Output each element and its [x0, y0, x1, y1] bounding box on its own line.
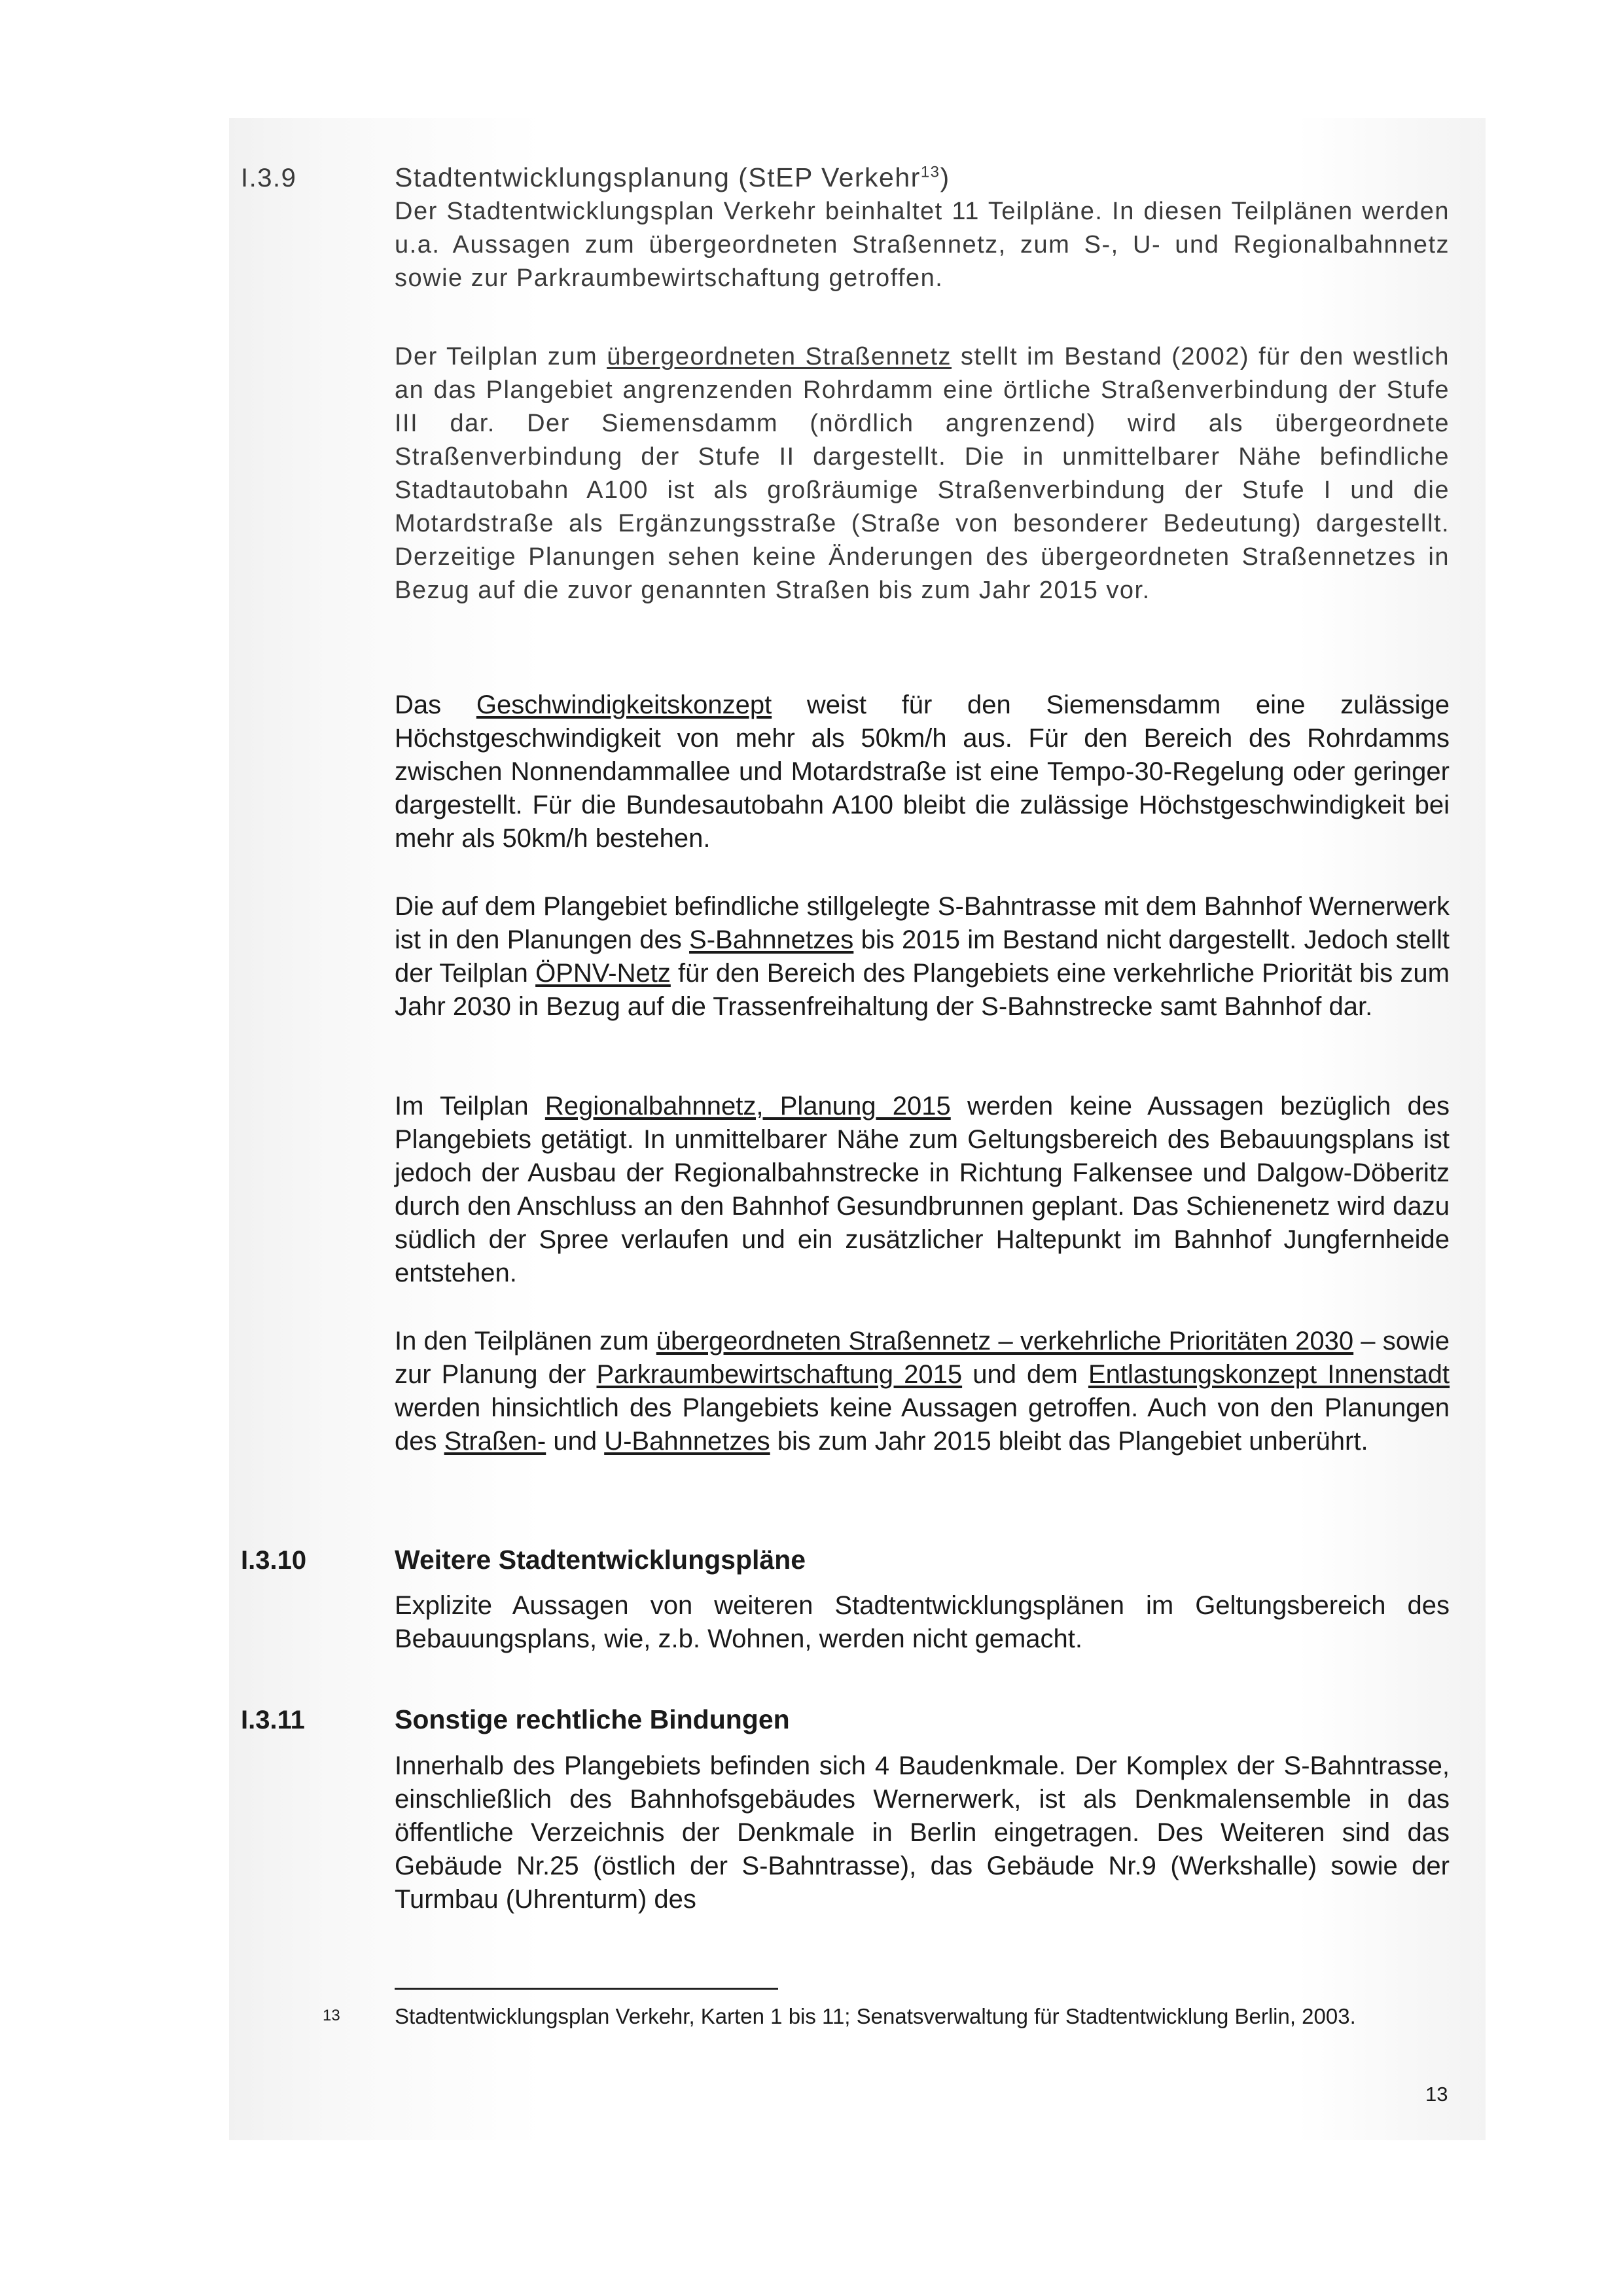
paragraph: Der Stadtentwicklungsplan Verkehr beinhaltet 11 Teilpläne. In diesen Teilplänen werden u.a. Aussagen zum übergeordneten Straßennetz, zum S-, U- und Regionalbahnnetz sowie zur Parkraumbewirtschaftung getroffen. [395, 198, 1450, 292]
section-number: I.3.10 [241, 1546, 307, 1575]
text-run: In den Teilplänen zum [395, 1327, 656, 1355]
underlined-term: S-Bahnnetzes [689, 925, 854, 954]
underlined-term: Parkraumbewirtschaftung 2015 [596, 1360, 963, 1389]
footnote-text: Stadtentwicklungsplan Verkehr, Karten 1 bis 11; Senatsverwaltung für Stadtentwicklung Berlin, 2003. [395, 2004, 1356, 2028]
paragraph [395, 890, 1450, 1024]
paragraph [395, 340, 1450, 607]
text-run: Der Teilplan zum [395, 343, 607, 370]
underlined-term: Regionalbahnnetz, Planung 2015 [544, 1092, 951, 1121]
text-run: Im Teilplan [395, 1092, 545, 1121]
footnote-reference: 13 [920, 163, 940, 181]
text-run: stellt im Bestand (2002) für den westlich an das Plangebiet angrenzenden Rohrdamm eine örtliche Straßenverbindung der Stufe III dar. Der Siemensdamm (nördlich angrenzend) wird als übergeordnete Straßenverbindung der Stufe II dargestellt. Die in unmittelbarer Nähe befindliche Stadtautobahn A100 ist als großräumige Straßenverbindung der Stufe I und die Motardstraße als Ergänzungsstraße (Straße von besonderer Bedeutung) dargestellt. Derzeitige Planungen sehen keine Änderungen des übergeordneten Straßennetzes in Bezug auf die zuvor genannten Straßen bis zum Jahr 2015 vor. [395, 343, 1450, 604]
text-run: und [546, 1427, 605, 1456]
underlined-term: ÖPNV-Netz [535, 959, 671, 988]
text-run: bis zum Jahr 2015 bleibt das Plangebiet unberührt. [770, 1427, 1368, 1456]
text-run: bis 2015 im Bestand nicht dargestellt. Jedoch stellt der Teilplan [395, 925, 1450, 988]
underlined-term: Entlastungskonzept Innenstadt [1088, 1360, 1450, 1389]
footnote-separator [395, 1988, 778, 1990]
section-number: I.3.9 [241, 164, 297, 192]
paragraph [395, 1325, 1450, 1458]
paragraph [395, 1090, 1450, 1290]
text-run: für den Bereich des Plangebiets eine verkehrliche Priorität bis zum Jahr 2030 in Bezug auf die Trassenfreihaltung der S-Bahnstrecke samt Bahnhof dar. [395, 959, 1450, 1021]
underlined-term: U-Bahnnetzes [604, 1427, 770, 1456]
section-heading: Weitere Stadtentwicklungspläne [395, 1545, 806, 1575]
paragraph [395, 689, 1450, 855]
underlined-term: Geschwindigkeitskonzept [476, 691, 772, 719]
text-run: Das [395, 691, 476, 719]
underlined-term: übergeordneten Straßennetz [607, 343, 952, 370]
text-run: werden hinsichtlich des Plangebiets keine Aussagen getroffen. Auch von den Planungen des [395, 1393, 1450, 1456]
section-heading-close: ) [940, 162, 950, 192]
text-run: werden keine Aussagen bezüglich des Plangebiets getätigt. In unmittelbarer Nähe zum Geltungsbereich des Bebauungsplans ist jedoch der Ausbau der Regionalbahnstrecke in Richtung Falkensee und Dalgow-Döberitz durch den Anschluss an den Bahnhof Gesundbrunnen geplant. Das Schienenetz wird dazu südlich der Spree verlaufen und ein zusätzlicher Haltepunkt im Bahnhof Jungfernheide entstehen. [395, 1092, 1450, 1287]
text-run: Die auf dem Plangebiet befindliche stillgelegte S-Bahntrasse mit dem Bahnhof Wernerwerk ist in den Planungen des [395, 892, 1450, 954]
section-heading: Sonstige rechtliche Bindungen [395, 1704, 790, 1734]
section-heading [395, 162, 950, 193]
footnote-mark: 13 [323, 2007, 340, 2024]
section-heading-text: Stadtentwicklungsplanung (StEP Verkehr [395, 162, 921, 192]
underlined-term: Straßen- [444, 1427, 546, 1456]
text-run: – sowie zur Planung der [395, 1327, 1450, 1389]
section-number: I.3.11 [241, 1706, 305, 1734]
paragraph: Explizite Aussagen von weiteren Stadtentwicklungsplänen im Geltungsbereich des Bebauungsplans, wie, z.b. Wohnen, werden nicht gemacht. [395, 1591, 1450, 1653]
text-run: und dem [962, 1360, 1088, 1389]
paragraph: Innerhalb des Plangebiets befinden sich 4 Baudenkmale. Der Komplex der S-Bahntrasse, einschließlich des Bahnhofsgebäudes Wernerwerk, ist als Denkmalensemble in das öffentliche Verzeichnis der Denkmale in Berlin eingetragen. Des Weiteren sind das Gebäude Nr.25 (östlich der S-Bahntrasse), das Gebäude Nr.9 (Werkshalle) sowie der Turmbau (Uhrenturm) des [395, 1751, 1450, 1914]
page-number: 13 [1425, 2083, 1448, 2106]
text-run: weist für den Siemensdamm eine zulässige Höchstgeschwindigkeit von mehr als 50km/h aus. Für den Bereich des Rohrdamms zwischen Nonnendammallee und Motardstraße ist eine Tempo-30-Regelung oder geringer dargestellt. Für die Bundesautobahn A100 bleibt die zulässige Höchstgeschwindigkeit bei mehr als 50km/h bestehen. [395, 691, 1450, 853]
underlined-term: übergeordneten Straßennetz – verkehrliche Prioritäten 2030 [656, 1327, 1354, 1355]
